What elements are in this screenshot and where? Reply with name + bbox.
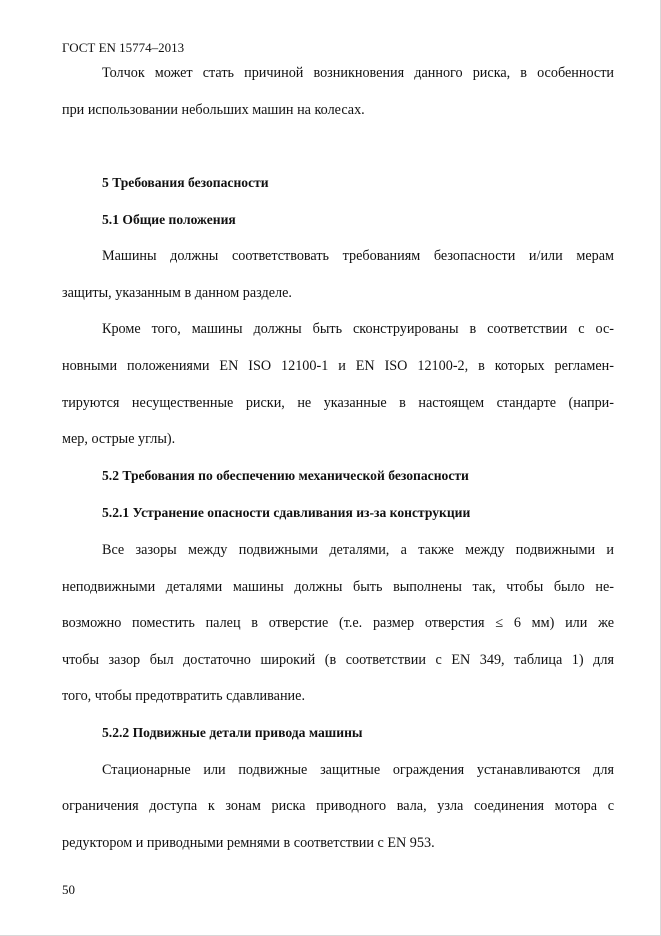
page-number: 50 [62, 882, 75, 897]
section-5-1-heading: 5.1 Общие положения [102, 212, 236, 227]
s522-line-2: ограничения доступа к зонам риска приводного вала, узла соединения мотора с [62, 798, 614, 814]
document-header: ГОСТ EN 15774–2013 [62, 40, 185, 55]
s51-p2-line-4: мер, острые углы). [62, 431, 176, 447]
s521-line-5: того, чтобы предотвратить сдавливание. [62, 688, 305, 704]
s521-line-1: Все зазоры между подвижными деталями, а также между подвижными и [102, 542, 614, 558]
section-5-heading: 5 Требования безопасности [102, 175, 269, 190]
s51-p2-line-1: Кроме того, машины должны быть сконструированы в соответствии с ос- [102, 321, 614, 337]
section-5-2-heading: 5.2 Требования по обеспечению механической безопасности [102, 468, 469, 483]
s521-line-4: чтобы зазор был достаточно широкий (в соответствии с EN 349, таблица 1) для [62, 652, 614, 668]
s51-p2-line-3: тируются несущественные риски, не указанные в настоящем стандарте (напри- [62, 395, 614, 411]
s51-p1-line-1: Машины должны соответствовать требованиям безопасности и/или мерам [102, 248, 614, 264]
intro-line-1: Толчок может стать причиной возникновения данного риска, в особенности [102, 65, 614, 81]
s51-p2-line-2: новными положениями EN ISO 12100-1 и EN ISO 12100-2, в которых регламен- [62, 358, 614, 374]
intro-line-2: при использовании небольших машин на колесах. [62, 102, 365, 118]
s521-line-3: возможно поместить палец в отверстие (т.е. размер отверстия ≤ 6 мм) или же [62, 615, 614, 631]
s51-p1-line-2: защиты, указанным в данном разделе. [62, 285, 292, 301]
section-5-2-2-heading: 5.2.2 Подвижные детали привода машины [102, 725, 363, 740]
section-5-2-1-heading: 5.2.1 Устранение опасности сдавливания из-за конструкции [102, 505, 471, 520]
s522-line-3: редуктором и приводными ремнями в соответствии с EN 953. [62, 835, 435, 851]
s521-line-2: неподвижными деталями машины должны быть выполнены так, чтобы было не- [62, 579, 614, 595]
s522-line-1: Стационарные или подвижные защитные ограждения устанавливаются для [102, 762, 614, 778]
